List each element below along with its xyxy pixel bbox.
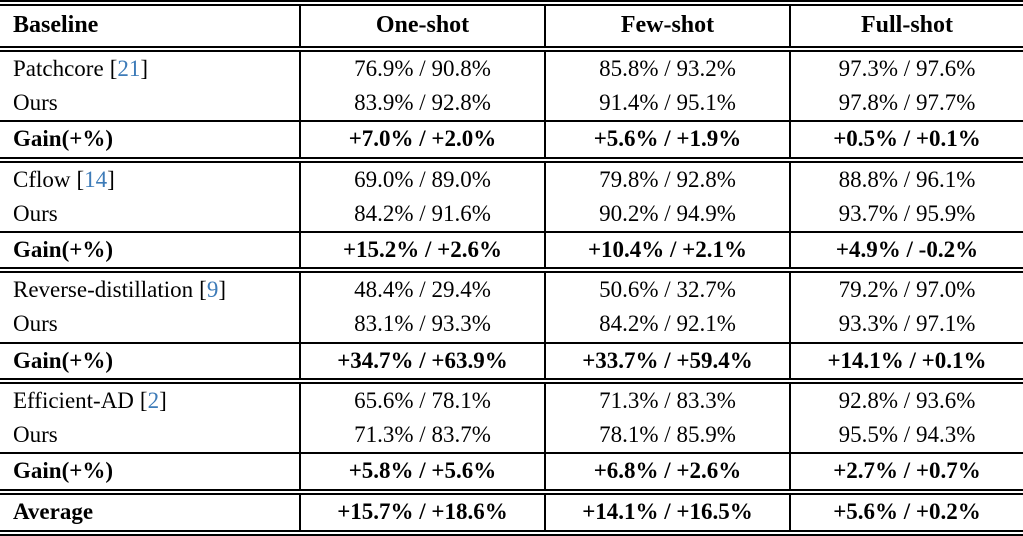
one-shot-value: 48.4% / 29.4%	[300, 270, 545, 307]
citation-link[interactable]: 9	[206, 277, 219, 303]
gain-label: Gain(+%)	[0, 232, 300, 271]
column-header-one-shot: One-shot	[300, 3, 545, 49]
method-name: Efficient-AD	[13, 388, 134, 414]
few-shot-value: 78.1% / 85.9%	[545, 418, 790, 453]
few-shot-value: 85.8% / 93.2%	[545, 49, 790, 86]
table-row-efficient-ad	[0, 381, 1023, 418]
full-shot-value: 92.8% / 93.6%	[790, 381, 1023, 418]
method-name: Ours	[0, 418, 300, 453]
table-row-average	[0, 492, 1023, 533]
citation-link[interactable]: 14	[84, 166, 108, 192]
full-shot-gain: +0.5% / +0.1%	[790, 121, 1023, 160]
table-row-ours	[0, 197, 1023, 232]
table-row-patchcore	[0, 49, 1023, 86]
method-name-cell	[0, 49, 300, 86]
table-row-ours	[0, 418, 1023, 453]
method-name: Reverse-distillation	[13, 277, 194, 303]
one-shot-value: 76.9% / 90.8%	[300, 49, 545, 86]
one-shot-value: 84.2% / 91.6%	[300, 197, 545, 232]
table-row-gain	[0, 343, 1023, 382]
header-row	[0, 3, 1023, 49]
full-shot-value: 93.3% / 97.1%	[790, 308, 1023, 343]
full-shot-value: 97.3% / 97.6%	[790, 49, 1023, 86]
one-shot-value: 71.3% / 83.7%	[300, 418, 545, 453]
few-shot-gain: +6.8% / +2.6%	[545, 453, 790, 492]
few-shot-gain: +33.7% / +59.4%	[545, 343, 790, 382]
few-shot-value: 71.3% / 83.3%	[545, 381, 790, 418]
method-name: Cflow	[13, 166, 71, 192]
one-shot-value: 83.9% / 92.8%	[300, 86, 545, 121]
column-header-full-shot: Full-shot	[790, 3, 1023, 49]
few-shot-gain: +5.6% / +1.9%	[545, 121, 790, 160]
column-header-baseline: Baseline	[0, 3, 300, 49]
gain-label: Gain(+%)	[0, 453, 300, 492]
few-shot-gain: +10.4% / +2.1%	[545, 232, 790, 271]
one-shot-average: +15.7% / +18.6%	[300, 492, 545, 533]
one-shot-gain: +15.2% / +2.6%	[300, 232, 545, 271]
one-shot-value: 83.1% / 93.3%	[300, 308, 545, 343]
method-name: Ours	[0, 86, 300, 121]
few-shot-value: 91.4% / 95.1%	[545, 86, 790, 121]
method-name: Patchcore	[13, 55, 104, 81]
full-shot-gain: +14.1% / +0.1%	[790, 343, 1023, 382]
method-name-cell	[0, 160, 300, 197]
one-shot-gain: +34.7% / +63.9%	[300, 343, 545, 382]
full-shot-average: +5.6% / +0.2%	[790, 492, 1023, 533]
average-label: Average	[13, 499, 94, 525]
full-shot-gain: +4.9% / -0.2%	[790, 232, 1023, 271]
table-row-gain	[0, 121, 1023, 160]
few-shot-value: 50.6% / 32.7%	[545, 270, 790, 307]
table-row-gain	[0, 453, 1023, 492]
one-shot-gain: +5.8% / +5.6%	[300, 453, 545, 492]
gain-label: Gain(+%)	[0, 343, 300, 382]
one-shot-value: 69.0% / 89.0%	[300, 160, 545, 197]
one-shot-gain: +7.0% / +2.0%	[300, 121, 545, 160]
method-name: Ours	[0, 308, 300, 343]
method-name: Ours	[0, 197, 300, 232]
citation-bracket-close: ]	[107, 166, 115, 192]
citation-link[interactable]: 2	[147, 388, 160, 414]
table-row-cflow	[0, 160, 1023, 197]
citation-bracket-open: [	[139, 388, 148, 414]
few-shot-value: 90.2% / 94.9%	[545, 197, 790, 232]
column-header-few-shot: Few-shot	[545, 3, 790, 49]
full-shot-value: 95.5% / 94.3%	[790, 418, 1023, 453]
citation-bracket-close: ]	[140, 55, 149, 81]
few-shot-average: +14.1% / +16.5%	[545, 492, 790, 533]
gain-label: Gain(+%)	[0, 121, 300, 160]
table-row-ours	[0, 86, 1023, 121]
citation-bracket-close: ]	[159, 388, 167, 414]
table-row-ours	[0, 308, 1023, 343]
full-shot-value: 88.8% / 96.1%	[790, 160, 1023, 197]
table-row-reverse-distillation	[0, 270, 1023, 307]
full-shot-value: 93.7% / 95.9%	[790, 197, 1023, 232]
full-shot-value: 97.8% / 97.7%	[790, 86, 1023, 121]
method-name-cell	[0, 381, 300, 418]
table-row-gain	[0, 232, 1023, 271]
citation-bracket-open: [	[76, 166, 85, 192]
method-name-cell	[0, 270, 300, 307]
few-shot-value: 84.2% / 92.1%	[545, 308, 790, 343]
full-shot-gain: +2.7% / +0.7%	[790, 453, 1023, 492]
citation-bracket-open: [	[109, 55, 118, 81]
full-shot-value: 79.2% / 97.0%	[790, 270, 1023, 307]
citation-bracket-open: [	[199, 277, 207, 303]
citation-bracket-close: ]	[218, 277, 226, 303]
few-shot-value: 79.8% / 92.8%	[545, 160, 790, 197]
one-shot-value: 65.6% / 78.1%	[300, 381, 545, 418]
citation-link[interactable]: 21	[117, 55, 141, 81]
